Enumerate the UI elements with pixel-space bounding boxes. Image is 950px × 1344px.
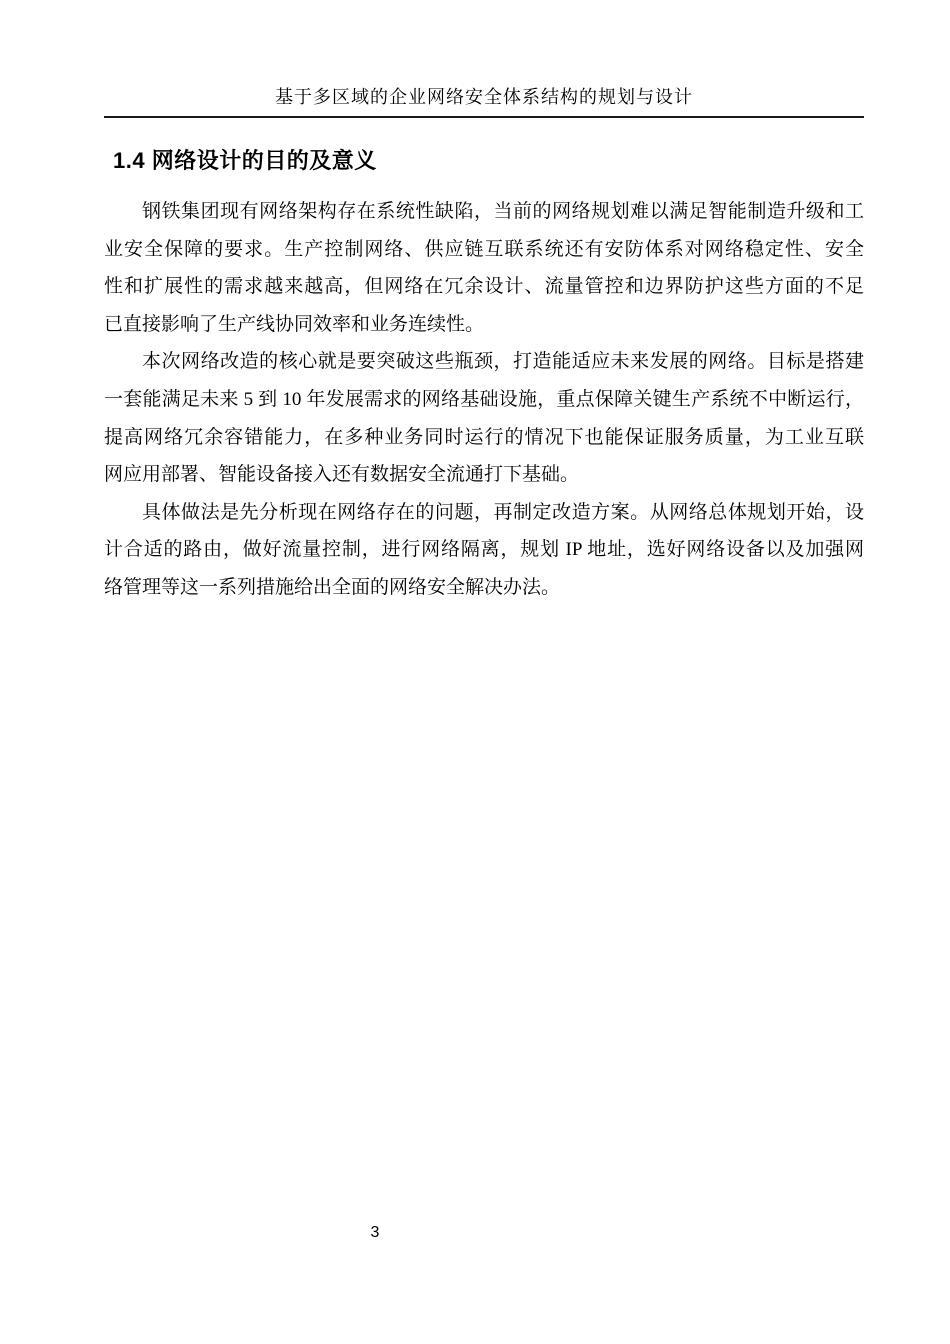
page-number: 3 [370, 1224, 380, 1241]
section-heading: 1.4 网络设计的目的及意义 [113, 148, 377, 173]
text-line: 一套能满足未来 5 到 10 年发展需求的网络基础设施，重点保障关键生产系统不中断运行， [104, 388, 864, 410]
text-line: 性和扩展性的需求越来越高，但网络在冗余设计、流量管控和边界防护这些方面的不足 [104, 276, 864, 298]
text-line: 钢铁集团现有网络架构存在系统性缺陷，当前的网络规划难以满足智能制造升级和工 [142, 201, 864, 222]
text-line: 提高网络冗余容错能力，在多种业务同时运行的情况下也能保证服务质量，为工业互联 [104, 426, 864, 448]
running-title: 基于多区域的企业网络安全体系结构的规划与设计 [275, 87, 693, 107]
page-header [104, 84, 864, 118]
text-line: 络管理等这一系列措施给出全面的网络安全解决办法。 [104, 576, 561, 598]
text-line: 业安全保障的要求。生产控制网络、供应链互联系统还有安防体系对网络稳定性、安全 [104, 238, 864, 260]
text-line: 已直接影响了生产线协同效率和业务连续性。 [104, 313, 485, 335]
text-line: 网应用部署、智能设备接入还有数据安全流通打下基础。 [104, 464, 580, 486]
text-line: 本次网络改造的核心就是要突破这些瓶颈，打造能适应未来发展的网络。目标是搭建 [142, 351, 864, 373]
text-line: 计合适的路由，做好流量控制，进行网络隔离，规划 IP 地址，选好网络设备以及加强网 [104, 539, 864, 561]
paragraph [104, 193, 864, 343]
body-paragraphs [104, 193, 864, 607]
paragraph [104, 343, 864, 493]
paragraph [104, 494, 864, 607]
text-line: 具体做法是先分析现在网络存在的问题，再制定改造方案。从网络总体规划开始，设 [142, 501, 864, 523]
